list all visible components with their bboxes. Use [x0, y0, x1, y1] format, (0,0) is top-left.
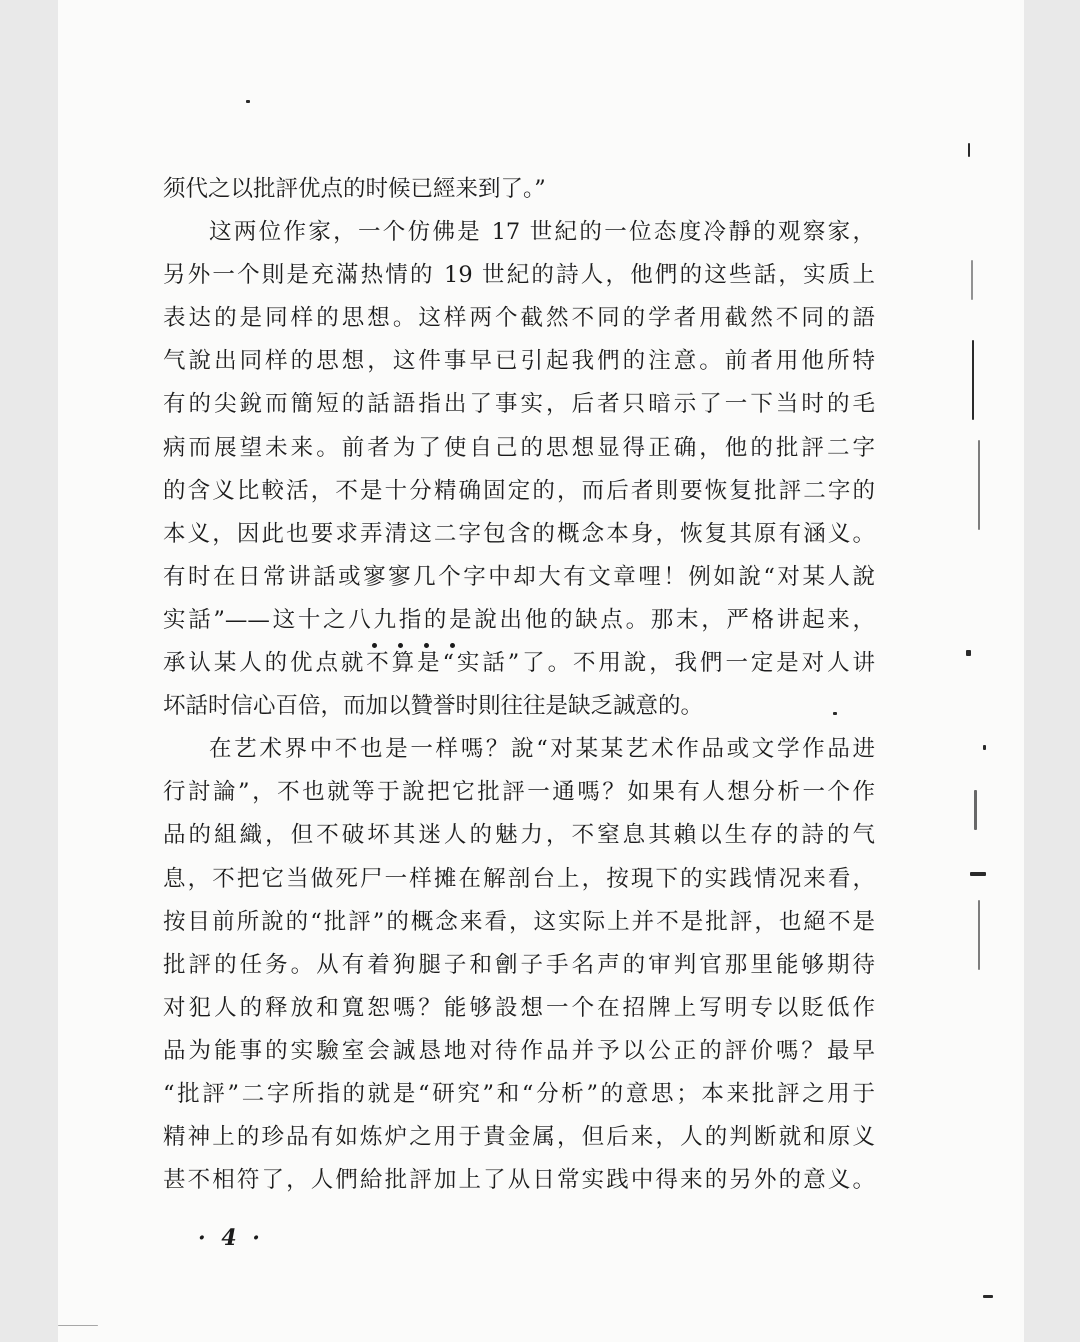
scan-speck	[978, 900, 980, 970]
book-page	[58, 0, 1024, 1342]
text-line: 息，不把它当做死尸一样摊在解剖台上，按現下的实践情况来看，	[163, 865, 875, 892]
text-line: 行討論”，不也就等于說把它批評一通嗎？如果有人想分析一个作	[163, 779, 875, 806]
text-line: 病而展望未来。前者为了使自己的思想显得正确，他的批評二字	[163, 434, 875, 461]
text-line: 另外一个則是充滿热情的 19 世紀的詩人，他們的这些話，实质上	[163, 262, 875, 289]
text-line: 精神上的珍品有如炼炉之用于貴金属，但后来，人的判断就和原义	[163, 1124, 875, 1151]
scan-speck	[983, 745, 986, 750]
text-line: 在艺术界中不也是一样嗎？說“对某某艺术作品或文学作品进	[209, 736, 875, 763]
text-line: 品为能事的实驗室会誠恳地对待作品并予以公正的評价嗎？最早	[163, 1037, 875, 1064]
text-line: 表达的是同样的思想。这样两个截然不同的学者用截然不同的語	[163, 305, 875, 332]
text-line: 对犯人的释放和寬恕嗎？能够設想一个在招牌上写明专以貶低作	[163, 994, 875, 1021]
scan-speck	[971, 260, 973, 300]
scan-speck	[58, 1325, 98, 1326]
scan-speck	[246, 100, 250, 103]
text-line: 气說出同样的思想，这件事早已引起我們的注意。前者用他所特	[163, 348, 875, 375]
scan-speck	[968, 143, 970, 157]
text-line: 品的組織，但不破坏其迷人的魅力，不窒息其賴以生存的詩的气	[163, 822, 875, 849]
scan-speck	[974, 790, 977, 830]
scan-speck	[983, 1295, 993, 1298]
text-line: 承认某人的优点就不算是“实話”了。不用說，我們一定是对人讲	[163, 650, 875, 677]
scan-speck	[833, 712, 837, 715]
body-text	[163, 168, 875, 1202]
text-line: 按目前所說的“批評”的概念来看，这实际上并不是批評，也絕不是	[163, 908, 875, 935]
page-number: · 4 ·	[198, 1225, 264, 1251]
text-line: 坏話时信心百倍，而加以贊誉时則往往是缺乏誠意的。	[163, 693, 704, 720]
text-line: 批評的任务。从有着狗腿子和劊子手名声的审判官那里能够期待	[163, 951, 875, 978]
text-line: 有时在日常讲話或寥寥几个字中却大有文章哩！例如說“对某人說	[163, 563, 875, 590]
scan-speck	[978, 440, 980, 530]
text-line: 本义，因此也要求弄清这二字包含的概念本身，恢复其原有涵义。	[163, 520, 875, 547]
text-line: “批評”二字所指的就是“研究”和“分析”的意思；本来批評之用于	[163, 1080, 875, 1107]
scan-speck	[972, 340, 974, 420]
text-line: 的含义比較活，不是十分精确固定的，而后者則要恢复批評二字的	[163, 477, 875, 504]
scan-speck	[966, 650, 971, 656]
text-line: 甚不相符了，人們給批評加上了从日常实践中得来的另外的意义。	[163, 1167, 875, 1194]
text-line: 须代之以批評优点的时候已經来到了。”	[163, 176, 546, 202]
text-line: 实話”——这十之八九指的是說出他的缺点。那末，严格讲起来，	[163, 606, 875, 633]
text-line: 这两位作家，一个仿佛是 17 世紀的一位态度冷靜的观察家，	[209, 219, 875, 246]
scan-speck	[970, 872, 986, 876]
text-line: 有的尖銳而簡短的話語指出了事实，后者只暗示了一下当时的毛	[163, 391, 875, 418]
